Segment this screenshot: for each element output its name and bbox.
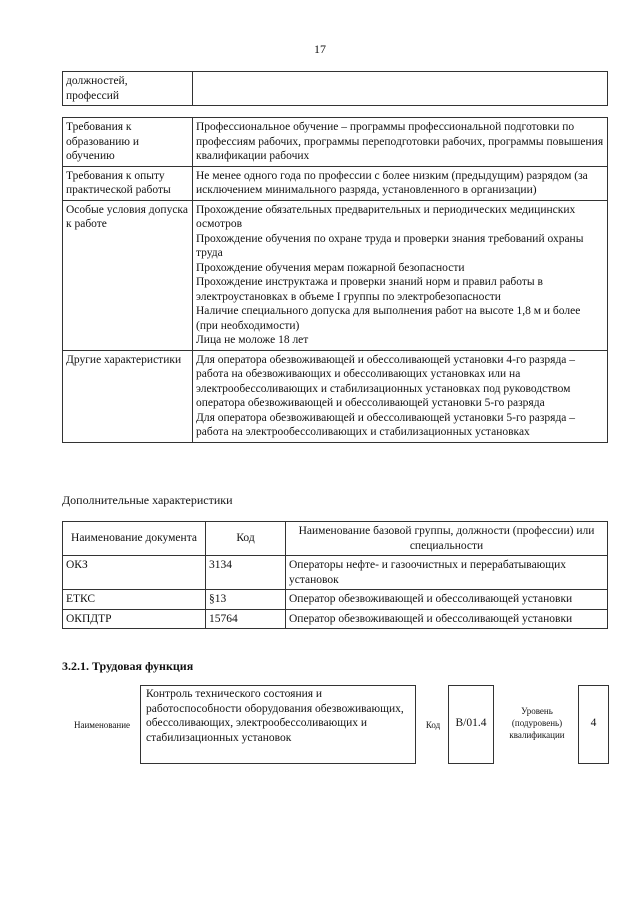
requirement-value: Не менее одного года по профессии с более низким (предыдущим) разрядом (за исключением минимального разряда, установленного в организации) <box>193 166 608 200</box>
occupations-table-continuation <box>62 71 608 106</box>
column-header: Наименование документа <box>63 522 206 556</box>
extra-characteristics-title: Дополнительные характеристики <box>62 493 233 507</box>
table-cell: Оператор обезвоживающей и обессоливающей установки <box>286 609 608 629</box>
table-cell: ОКЗ <box>63 556 206 590</box>
table-row <box>63 200 608 350</box>
column-header: Код <box>206 522 286 556</box>
code-box: B/01.4 <box>448 685 494 764</box>
page-number: 17 <box>314 42 326 56</box>
function-name-box: Контроль технического состояния и работоспособности оборудования обезвоживающих, обессоливающих, электрообессоливающих и стабилизационных установок <box>140 685 416 764</box>
qualification-level-box: 4 <box>578 685 609 764</box>
table-header-row <box>63 522 608 556</box>
requirement-value: Профессиональное обучение – программы профессиональной подготовки по профессиям рабочих, программы переподготовки рабочих, программы повышения квалификации рабочих <box>193 118 608 167</box>
function-name-label: Наименование <box>73 720 131 730</box>
qualification-level-label: Уровень (подуровень) квалификации <box>509 706 565 740</box>
requirement-label: Требования к опыту практической работы <box>63 166 193 200</box>
requirement-label: Особые условия допуска к работе <box>63 200 193 350</box>
table-row <box>63 590 608 610</box>
table-row <box>63 166 608 200</box>
table-row <box>63 609 608 629</box>
column-header: Наименование базовой группы, должности (профессии) или специальности <box>286 522 608 556</box>
requirement-value: Прохождение обязательных предварительных и периодических медицинских осмотров Прохождение обучения по охране труда и проверки знания требований охраны труда Прохождение обучения мерам пожарной безопасности Прохождение инструктажа и проверки знаний норм и правил работы в электроустановках в объеме I группы по электробезопасности Наличие специального допуска для выполнения работ на высоте 1,8 м и более (при необходимости) Лица не моложе 18 лет <box>193 200 608 350</box>
table-row <box>63 350 608 442</box>
occupations-value <box>193 72 608 106</box>
table-cell: 15764 <box>206 609 286 629</box>
table-cell: Оператор обезвоживающей и обессоливающей установки <box>286 590 608 610</box>
occupations-label: должностей, профессий <box>63 72 193 106</box>
extra-characteristics-table <box>62 521 608 629</box>
requirement-label: Другие характеристики <box>63 350 193 442</box>
table-cell: 3134 <box>206 556 286 590</box>
table-cell: §13 <box>206 590 286 610</box>
code-label: Код <box>425 720 441 730</box>
table-row <box>63 556 608 590</box>
table-row <box>63 118 608 167</box>
table-cell: ЕТКС <box>63 590 206 610</box>
table-cell: ОКПДТР <box>63 609 206 629</box>
labor-function-title: 3.2.1. Трудовая функция <box>62 659 194 673</box>
requirement-label: Требования к образованию и обучению <box>63 118 193 167</box>
requirement-value: Для оператора обезвоживающей и обессоливающей установки 4-го разряда – работа на обезвоживающих и обессоливающих установках или на электрообессоливающих и стабилизационных установках под руководством оператора обезвоживающей и обессоливающей установки 5-го разряда Для оператора обезвоживающей и обессоливающей установки 5-го разряда – работа на электрообессоливающих и стабилизационных установках <box>193 350 608 442</box>
table-cell: Операторы нефте- и газоочистных и перерабатывающих установок <box>286 556 608 590</box>
requirements-table <box>62 117 608 443</box>
